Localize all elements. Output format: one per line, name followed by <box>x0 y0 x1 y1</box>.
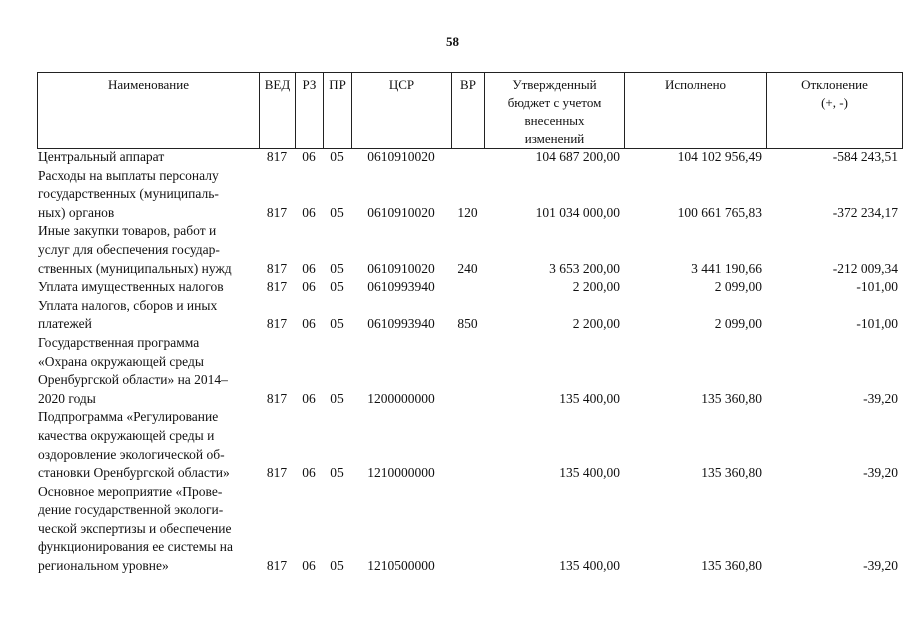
cell-pr: 05 <box>330 260 344 276</box>
cell-approved: 2 200,00 <box>572 316 620 332</box>
cell-ved: 817 <box>266 260 288 276</box>
table-row <box>37 148 902 167</box>
row-name <box>37 278 259 297</box>
cell-executed: 2 099,00 <box>714 279 762 295</box>
row-name-line: Подпрограмма «Регулирование <box>38 409 219 425</box>
cell-csr: 0610993940 <box>367 279 435 295</box>
cell-pr: 05 <box>330 149 344 164</box>
cell-approved: 135 400,00 <box>559 465 620 481</box>
row-name-line: ческой экспертизы и обеспечение <box>38 520 232 536</box>
cell-rz: 06 <box>302 204 316 220</box>
row-name <box>37 483 259 576</box>
header-deviation <box>767 73 903 149</box>
header-approved-line: изменений <box>524 131 585 146</box>
row-name <box>37 167 259 223</box>
row-name-line: оздоровление экологической об- <box>38 446 225 462</box>
row-name <box>37 408 259 482</box>
cell-rz: 06 <box>302 465 316 481</box>
row-name <box>37 148 259 167</box>
table-row <box>37 483 902 576</box>
row-name-line: «Охрана окружающей среды <box>38 353 204 369</box>
cell-executed: 135 360,80 <box>701 465 762 481</box>
row-name-line: функционирования ее системы на <box>38 539 233 555</box>
header-executed: Исполнено <box>625 73 767 149</box>
row-name-line: государственных (муниципаль- <box>38 186 219 202</box>
cell-ved: 817 <box>266 465 288 481</box>
cell-approved: 101 034 000,00 <box>535 204 620 220</box>
header-approved-line: Утвержденный <box>512 77 597 92</box>
cell-csr: 1200000000 <box>367 390 435 406</box>
cell-vr: 120 <box>457 204 478 220</box>
row-name-line: становки Оренбургской области» <box>38 465 230 481</box>
cell-deviation: -39,20 <box>863 558 898 574</box>
row-name-line: Оренбургской области» на 2014– <box>38 372 228 388</box>
cell-ved: 817 <box>266 390 288 406</box>
row-name-line: Расходы на выплаты персоналу <box>38 167 219 183</box>
cell-pr: 05 <box>330 204 344 220</box>
cell-ved: 817 <box>266 149 288 164</box>
cell-vr: 240 <box>457 260 478 276</box>
row-name-line: дение государственной экологи- <box>38 502 224 518</box>
cell-deviation: -39,20 <box>863 390 898 406</box>
table-row <box>37 297 902 334</box>
table-header <box>37 72 903 149</box>
row-name <box>37 297 259 334</box>
cell-ved: 817 <box>266 558 288 574</box>
row-name-line: услуг для обеспечения государ- <box>38 241 220 257</box>
cell-pr: 05 <box>330 316 344 332</box>
table-row <box>37 222 902 278</box>
cell-vr: 850 <box>457 316 478 332</box>
header-approved <box>485 73 625 149</box>
cell-executed: 2 099,00 <box>714 316 762 332</box>
cell-csr: 0610910020 <box>367 149 435 164</box>
cell-vr <box>451 334 484 408</box>
cell-deviation: -212 009,34 <box>832 260 898 276</box>
row-name-line: ственных (муниципальных) нужд <box>38 260 232 276</box>
cell-deviation: -584 243,51 <box>832 149 898 164</box>
cell-ved: 817 <box>266 204 288 220</box>
row-name-line: региональном уровне» <box>38 558 169 574</box>
cell-rz: 06 <box>302 390 316 406</box>
row-name-line: Основное мероприятие «Прове- <box>38 483 223 499</box>
row-name-line: Иные закупки товаров, работ и <box>38 223 217 239</box>
row-name-line: ных) органов <box>38 204 115 220</box>
cell-deviation: -101,00 <box>856 316 898 332</box>
header-approved-line: внесенных <box>524 113 585 128</box>
row-name-line: качества окружающей среды и <box>38 427 215 443</box>
cell-pr: 05 <box>330 465 344 481</box>
row-name-line: Уплата имущественных налогов <box>38 279 224 295</box>
cell-approved: 135 400,00 <box>559 390 620 406</box>
budget-table-body <box>37 148 902 576</box>
cell-vr <box>451 148 484 167</box>
cell-pr: 05 <box>330 558 344 574</box>
row-name-line: 2020 годы <box>38 390 96 406</box>
cell-approved: 3 653 200,00 <box>549 260 620 276</box>
cell-executed: 135 360,80 <box>701 558 762 574</box>
cell-rz: 06 <box>302 558 316 574</box>
cell-ved: 817 <box>266 279 288 295</box>
cell-pr: 05 <box>330 390 344 406</box>
cell-deviation: -101,00 <box>856 279 898 295</box>
cell-executed: 135 360,80 <box>701 390 762 406</box>
cell-rz: 06 <box>302 260 316 276</box>
header-approved-line: бюджет с учетом <box>507 95 602 110</box>
cell-pr: 05 <box>330 279 344 295</box>
header-deviation-line: (+, -) <box>821 95 848 110</box>
header-rz: РЗ <box>296 73 324 149</box>
header-ved: ВЕД <box>260 73 296 149</box>
cell-csr: 1210500000 <box>367 558 435 574</box>
cell-csr: 0610910020 <box>367 204 435 220</box>
cell-vr <box>451 278 484 297</box>
row-name-line: платежей <box>38 316 92 332</box>
cell-deviation: -372 234,17 <box>832 204 898 220</box>
cell-csr: 1210000000 <box>367 465 435 481</box>
cell-approved: 2 200,00 <box>572 279 620 295</box>
cell-executed: 3 441 190,66 <box>691 260 762 276</box>
cell-rz: 06 <box>302 316 316 332</box>
cell-executed: 100 661 765,83 <box>677 204 762 220</box>
page-number: 58 <box>446 34 459 49</box>
table-row <box>37 278 902 297</box>
cell-approved: 104 687 200,00 <box>535 149 620 164</box>
cell-rz: 06 <box>302 149 316 164</box>
row-name-line: Центральный аппарат <box>38 149 165 164</box>
row-name-line: Уплата налогов, сборов и иных <box>38 297 218 313</box>
cell-executed: 104 102 956,49 <box>677 149 762 164</box>
cell-deviation: -39,20 <box>863 465 898 481</box>
cell-vr <box>451 408 484 482</box>
cell-ved: 817 <box>266 316 288 332</box>
table-row <box>37 334 902 408</box>
table-row <box>37 408 902 482</box>
row-name-line: Государственная программа <box>38 334 200 350</box>
header-vr: ВР <box>452 73 485 149</box>
header-deviation-line: Отклонение <box>801 77 868 92</box>
row-name <box>37 222 259 278</box>
cell-vr <box>451 483 484 576</box>
cell-rz: 06 <box>302 279 316 295</box>
header-pr: ПР <box>324 73 352 149</box>
cell-csr: 0610910020 <box>367 260 435 276</box>
cell-approved: 135 400,00 <box>559 558 620 574</box>
row-name <box>37 334 259 408</box>
header-csr: ЦСР <box>352 73 452 149</box>
header-name: Наименование <box>38 73 260 149</box>
table-row <box>37 167 902 223</box>
cell-csr: 0610993940 <box>367 316 435 332</box>
